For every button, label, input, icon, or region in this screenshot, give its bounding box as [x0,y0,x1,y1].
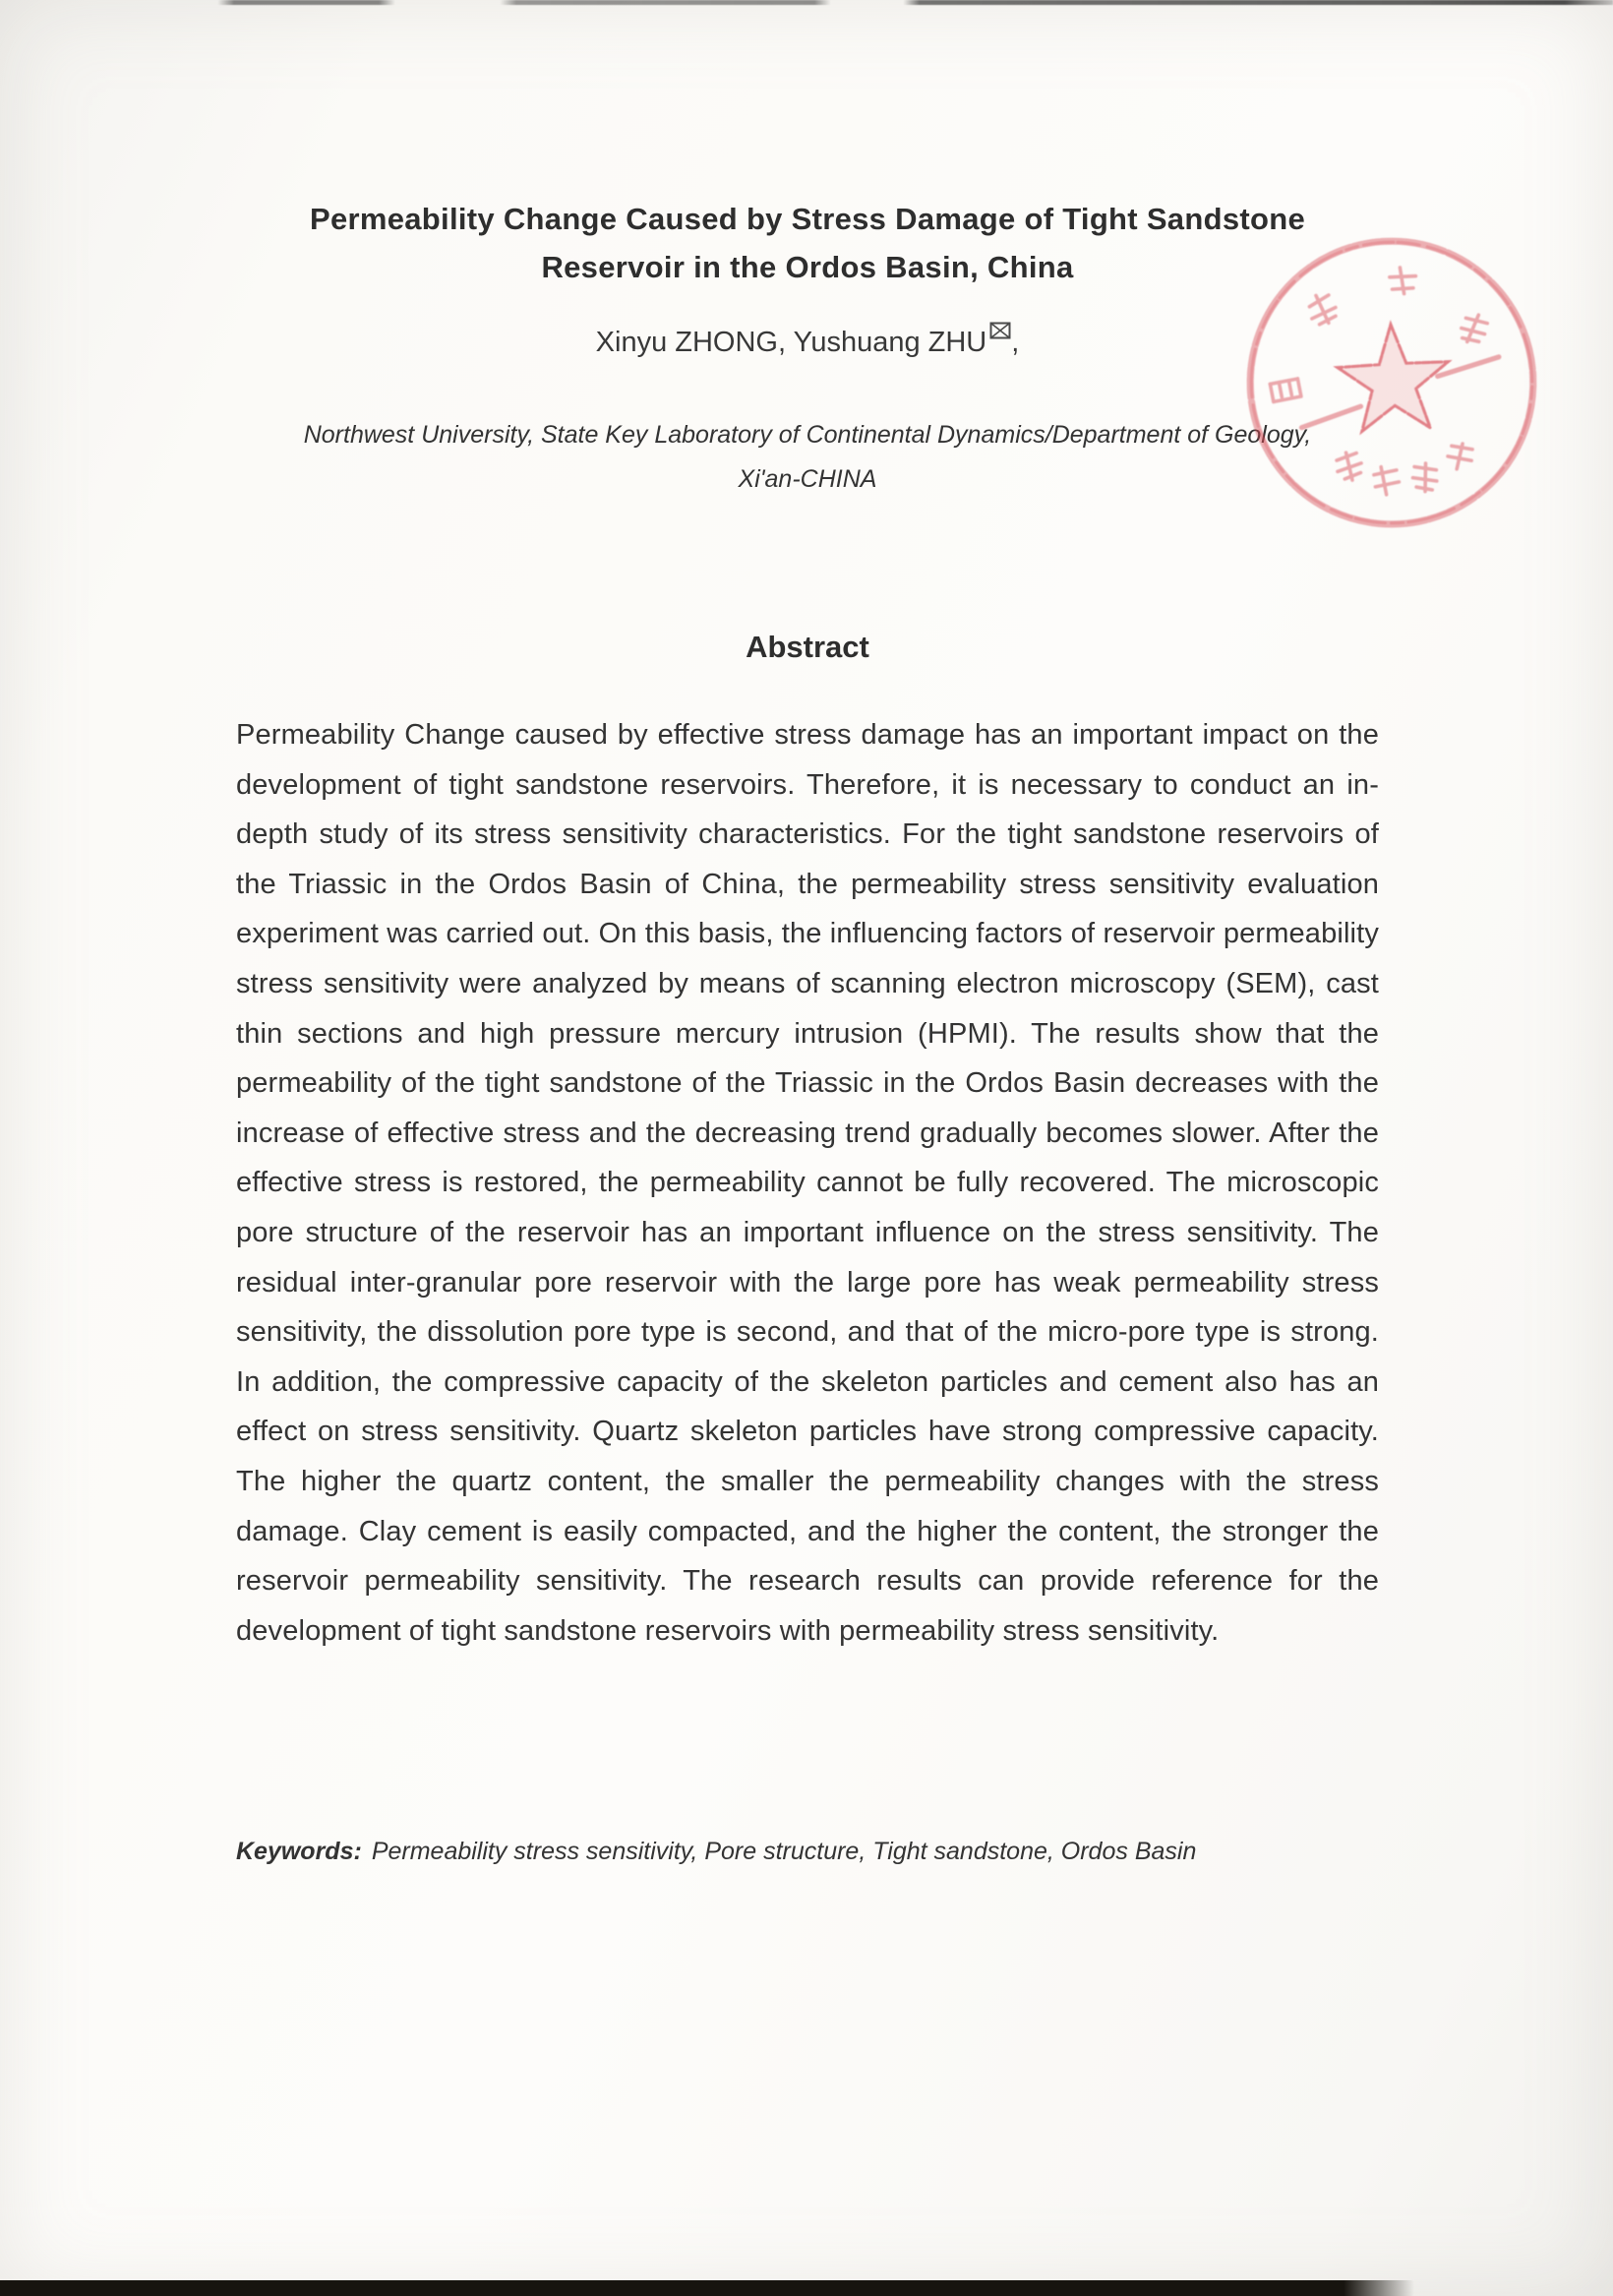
university-seal-stamp [1233,224,1550,541]
abstract-heading: Abstract [746,630,869,664]
keywords-label: Keywords: [236,1838,362,1865]
affiliation-line-1: Northwest University, State Key Laboratory of Continental Dynamics/Department of Geology, [303,421,1312,449]
keywords-line [236,1838,1379,1866]
paper-title-line-2: Reservoir in the Ordos Basin, China [541,250,1074,284]
star-icon [1336,322,1452,433]
abstract-paragraph: Permeability Change caused by effective stress damage has an important impact on the development of tight sandstone reservoirs. Therefore, it is necessary to conduct an in-depth study of its stress sensitivity characteristics. For the tight sandstone reservoirs of the Triassic in the Ordos Basin of China, the permeability stress sensitivity evaluation experiment was carried out. On this basis, the influencing factors of reservoir permeability stress sensitivity were analyzed by means of scanning electron microscopy (SEM), cast thin sections and high pressure mercury intrusion (HPMI). The results show that the permeability of the tight sandstone of the Triassic in the Ordos Basin decreases with the increase of effective stress and the decreasing trend gradually becomes slower. After the effective stress is restored, the permeability cannot be fully recovered. The microscopic pore structure of the reservoir has an important influence on the stress sensitivity. The residual inter-granular pore reservoir with the large pore has weak permeability stress sensitivity, the dissolution pore type is second, and that of the micro-pore type is strong. In addition, the compressive capacity of the skeleton particles and cement also has an effect on stress sensitivity. Quartz skeleton particles have strong compressive capacity. The higher the quartz content, the smaller the permeability changes with the stress damage. Clay cement is easily compacted, and the higher the content, the stronger the reservoir permeability sensitivity. The research results can provide reference for the development of tight sandstone reservoirs with permeability stress sensitivity. [236,719,1379,1647]
paper-title [236,195,1379,291]
affiliation [236,413,1379,502]
corresponding-author-envelope-icon [989,322,1011,339]
authors-line [236,327,1379,359]
affiliation-line-2: Xi'an-CHINA [738,465,877,493]
scan-artifact-top-edge [0,0,1613,5]
keywords-text: Permeability stress sensitivity, Pore structure, Tight sandstone, Ordos Basin [371,1838,1197,1865]
scan-artifact-bottom-edge [0,2280,1414,2296]
paper-title-line-1: Permeability Change Caused by Stress Damage of Tight Sandstone [309,202,1305,236]
author-names: Xinyu ZHONG, Yushuang ZHU [595,327,987,358]
authors-trailing-comma: , [1011,327,1020,358]
